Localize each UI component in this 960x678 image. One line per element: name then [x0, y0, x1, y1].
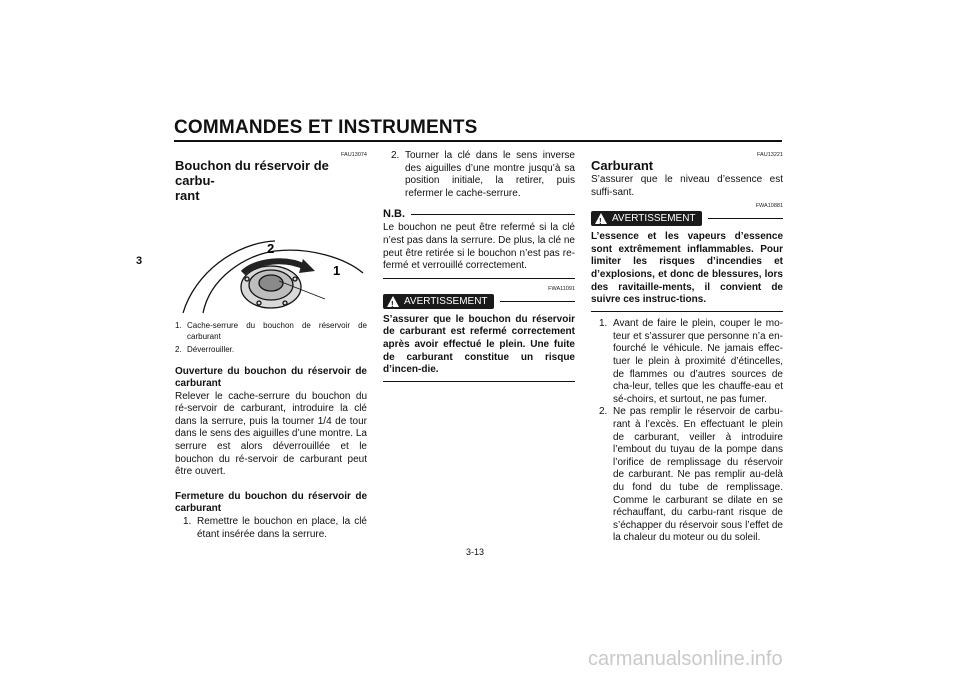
note-end-rule — [383, 278, 575, 279]
closing-heading: Fermeture du bouchon du réservoir de carburant — [175, 490, 367, 515]
list-item: 1. Avant de faire le plein, couper le mo-teur et s’assurer que personne n’a en-fourché le véhicule. Ne jamais effec-tuer le plein à proximité d’étincelles, de flammes ou d’autres sources de cha-leur, telles que les chauffe-eau et sé-choirs, et surtout, ne pas fumer. — [599, 318, 783, 405]
warning-badge — [591, 211, 702, 226]
reference-code: FAU13074 — [341, 152, 367, 158]
figure-label-1: 1 — [333, 263, 341, 278]
warning-rule — [708, 218, 783, 219]
opening-heading: Ouverture du bouchon du réservoir de carburant — [175, 365, 367, 390]
fuel-cap-illustration — [175, 213, 367, 315]
column-closing-continued — [383, 150, 575, 382]
unlock-arrow-head — [299, 259, 315, 273]
page-title: COMMANDES ET INSTRUMENTS — [174, 117, 478, 138]
column-fuel-cap — [175, 152, 367, 541]
note-text: Le bouchon ne peut être refermé si la clé n’est pas dans la serrure. De plus, la clé ne peut être retirée si le bouchon n’est pas re-fermé et verrouillé correctement. — [383, 222, 575, 272]
fuel-steps — [591, 318, 783, 545]
warning-triangle-icon: ! — [595, 213, 607, 224]
closing-steps — [175, 516, 367, 541]
warning-header — [591, 211, 783, 226]
note-rule — [411, 214, 575, 215]
section-title-fuel-cap: Bouchon du réservoir de carbu- rant — [175, 158, 329, 203]
closing-steps-continued — [383, 150, 575, 200]
warning-end-rule — [591, 311, 783, 313]
figure-label-2: 2 — [267, 241, 275, 256]
chapter-number: 3 — [136, 255, 143, 267]
warning-text: L’essence et les vapeurs d’essence sont extrêmement inflammables. Pour limiter les risques d’incendies et d’explosions, et donc de blessures, lors des ravitaille-ments, il convient de suivre ces instruc-tions. — [591, 231, 783, 306]
warning-badge — [383, 294, 494, 309]
warning-end-rule — [383, 381, 575, 383]
caption-item: 2. Déverrouiller. — [175, 345, 235, 354]
reference-code: FAU13221 — [757, 152, 783, 158]
warning-code: FWA10881 — [755, 203, 783, 210]
section-title-fuel: Carburant — [591, 158, 654, 173]
warning-code: FWA11091 — [548, 285, 575, 292]
note-header — [383, 208, 575, 220]
warning-label: AVERTISSEMENT — [612, 213, 696, 225]
list-item: 1. Remettre le bouchon en place, la clé étant insérée dans la serrure. — [183, 516, 367, 540]
column-fuel — [591, 152, 783, 545]
watermark: carmanualsonline.info — [588, 648, 783, 670]
header-rule — [174, 140, 782, 142]
warning-triangle-icon: ! — [387, 296, 399, 307]
lock-cover — [259, 275, 283, 291]
warning-text: S’assurer que le bouchon du réservoir de carburant est refermé correctement après avoir effectué le plein. Une fuite de carburant constitue un risque d’incen-die. — [383, 313, 575, 376]
warning-label: AVERTISSEMENT — [404, 295, 488, 307]
opening-text: Relever le cache-serrure du bouchon du ré-servoir de carburant, introduire la clé dans la serrure, puis la tourner 1/4 de tour dans le sens des aiguilles d’une montre. La serrure est alors déverrouillée et le bouchon du ré-servoir de carburant peut être ouvert. — [175, 390, 367, 478]
list-item: 2. Tourner la clé dans le sens inverse des aiguilles d’une montre jusqu’à sa position initiale, la retirer, puis refermer le cache-serrure. — [391, 150, 575, 199]
warning-header — [383, 294, 575, 309]
page-number: 3-13 — [466, 547, 485, 557]
figure-captions — [175, 321, 367, 356]
warning-rule — [500, 301, 575, 302]
fuel-intro: S’assurer que le niveau d’essence est suffi-sant. — [591, 174, 783, 198]
caption-item: 1. Cache-serrure du bouchon de réservoir de carburant — [175, 321, 367, 341]
list-item: 2. Ne pas remplir le réservoir de carbu-rant à l’excès. En effectuant le plein de carburant, veiller à introduire l’embout du tuyau de la pompe dans l’orifice de remplissage du réservoir de carburant. Ne pas remplir au-delà du fond du tube de remplissage. Comme le carburant se dilate en se réchauffant, du carbu-rant risque de s’échapper du réservoir sous l’effet de la chaleur du moteur ou du soleil. — [599, 406, 783, 544]
note-label: N.B. — [383, 208, 405, 221]
